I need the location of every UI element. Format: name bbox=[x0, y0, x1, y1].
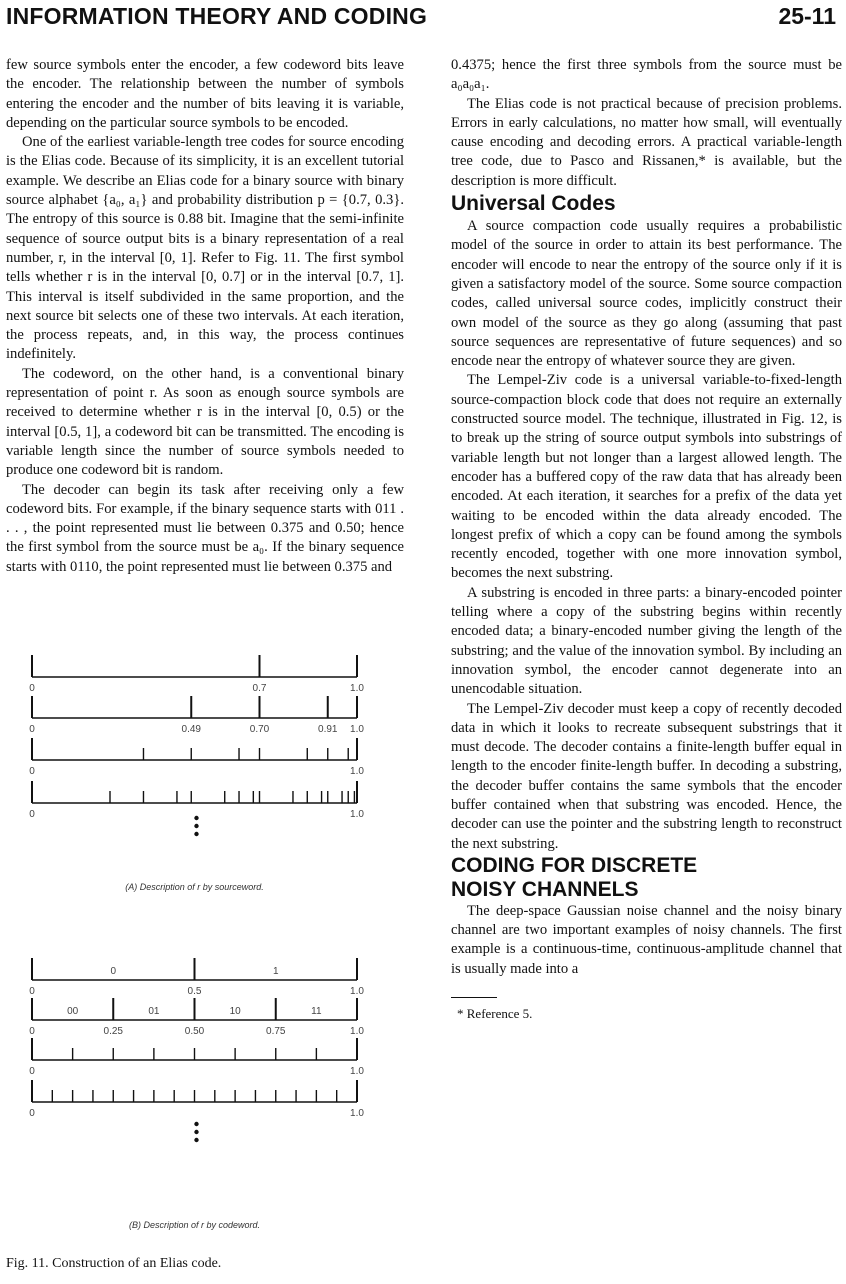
tick-label: 1.0 bbox=[350, 724, 364, 735]
page-number: 25-11 bbox=[778, 3, 836, 29]
paragraph: The Lempel-Ziv decoder must keep a copy of recently decoded data in which it looks to recreate subsequent substrings that it must decode. The decoder contains a finite-length buffer equal in length to the encoder finite-length buffer. In decoding a substring, the decoder buffer contains the same symbols that the encoder buffer contained when that substring was encoded. Hence, the decoder can use the pointer and the substring length to reconstruct the next substring. bbox=[451, 700, 842, 852]
tick-label: 0.70 bbox=[249, 724, 270, 735]
region-label: 0 bbox=[110, 966, 117, 977]
tick-label: 1.0 bbox=[350, 809, 364, 820]
tick-label: 0 bbox=[29, 986, 35, 997]
tick-label: 1.0 bbox=[350, 986, 364, 997]
paragraph: The Elias code is not practical because of precision problems. Errors in early calculations, no matter how small, will eventually cause encoding and decoding errors. A practical variable-length tree code, due to Pasco and Rissanen,* is available, but the description is more difficult. bbox=[451, 95, 842, 189]
paragraph: The codeword, on the other hand, is a conventional binary representation of point r. As soon as enough source symbols are received to determine whether r is in the interval [0, 0.5) or the interval [0.5, 1], a codeword bit can be transmitted. The encoding is variable length since the number of source symbols needed to produce one codeword bit is random. bbox=[6, 365, 404, 479]
paragraph: The Lempel-Ziv code is a universal variable-to-fixed-length source-compaction block code that does not require an externally constructed source model. The technique, illustrated in Fig. 12, is to break up the string of source output symbols into substrings of variable length but not longer than a largest allowed length. The encoder has a buffered copy of the raw data that has already been encoded. At each iteration, it searches for a prefix of the data yet waiting to be encoded within the data already encoded. The longest prefix of which a copy can be found among the symbols recently encoded, together with one more innovation symbol, becomes the next substring. bbox=[451, 372, 842, 582]
tick-label: 0.25 bbox=[103, 1026, 123, 1037]
tick-label: 0 bbox=[29, 1066, 35, 1077]
section-heading-discrete-noisy-channels bbox=[451, 854, 842, 902]
tick-label: 1.0 bbox=[350, 1066, 364, 1077]
footnote: * Reference 5. bbox=[457, 1006, 533, 1022]
tick-label: 0.50 bbox=[184, 1026, 205, 1037]
tick-label: 0.5 bbox=[187, 986, 202, 997]
tick-label: 0.91 bbox=[318, 724, 338, 735]
paragraph: One of the earliest variable-length tree codes for source encoding is the Elias code. Because of its simplicity, it is an excellent tutorial example. We describe an Elias code for a binary source with binary source alphabet {a₀, a₁} and probability distribution p = {0.7, 0.3}. The entropy of this source is 0.88 bit. Imagine that the semi-infinite sequence of source output bits is a binary representation of a real number, r, in the interval [0, 1]. Refer to Fig. 11. The first symbol tells whether r is in the interval [0, 0.7] or in the interval [0.7, 1]. This interval is itself subdivided in the same proportion, and the next source bit selects one of these two intervals. At each iteration, the process repeats, and, in this way, the process continues indefinitely. bbox=[6, 134, 404, 363]
tick-label: 1.0 bbox=[350, 683, 364, 694]
footnote-rule bbox=[451, 997, 497, 998]
elias-code-diagram bbox=[0, 650, 440, 1250]
tick-label: 0 bbox=[29, 1026, 35, 1037]
running-title: INFORMATION THEORY AND CODING bbox=[6, 3, 428, 29]
page-header bbox=[6, 3, 836, 35]
ellipsis-dot bbox=[194, 824, 198, 828]
region-label: 00 bbox=[67, 1006, 79, 1017]
tick-label: 0 bbox=[29, 724, 35, 735]
sub-caption: (B) Description of r by codeword. bbox=[128, 1220, 261, 1230]
heading-line: NOISY CHANNELS bbox=[451, 877, 639, 901]
region-label: 01 bbox=[148, 1006, 160, 1017]
tick-label: 0 bbox=[29, 766, 35, 777]
heading-line: CODING FOR DISCRETE bbox=[451, 853, 698, 877]
paragraph: 0.4375; hence the first three symbols from the source must be a₀a₀a₁. bbox=[451, 57, 842, 93]
figure-caption: Fig. 11. Construction of an Elias code. bbox=[6, 1256, 222, 1271]
tick-label: 1.0 bbox=[350, 766, 364, 777]
tick-label: 0 bbox=[29, 683, 35, 694]
left-column bbox=[6, 56, 404, 577]
paragraph: A substring is encoded in three parts: a binary-encoded pointer telling where a copy of the substring begins within recently encoded data; a binary-encoded number giving the length of the substring; and the value of the innovation symbol. By including an innovation symbol, the encoder cannot degenerate into an unencodable situation. bbox=[451, 584, 842, 698]
right-column bbox=[451, 56, 842, 1023]
ellipsis-dot bbox=[194, 816, 198, 820]
ellipsis-dot bbox=[194, 832, 198, 836]
tick-label: 0.75 bbox=[266, 1026, 286, 1037]
ellipsis-dot bbox=[194, 1138, 198, 1142]
tick-label: 0 bbox=[29, 809, 35, 820]
paragraph: The decoder can begin its task after receiving only a few codeword bits. For example, if the binary sequence starts with 011 . . . , the point represented must lie between 0.375 and 0.50; hence the first symbol from the source must be a₀. If the binary sequence starts with 0110, the point represented must lie between 0.375 and bbox=[6, 481, 404, 575]
tick-label: 1.0 bbox=[350, 1108, 364, 1119]
region-label: 1 bbox=[272, 966, 279, 977]
sub-caption: (A) Description of r by sourceword. bbox=[125, 882, 264, 892]
ellipsis-dot bbox=[194, 1122, 198, 1126]
region-label: 10 bbox=[229, 1006, 241, 1017]
section-heading-universal-codes: Universal Codes bbox=[451, 192, 616, 216]
tick-label: 0 bbox=[29, 1108, 35, 1119]
paragraph: few source symbols enter the encoder, a few codeword bits leave the encoder. The relationship between the number of symbols entering the encoder and the number of bits leaving it is variable, depending on the particular source symbols to be encoded. bbox=[6, 57, 404, 131]
region-label: 11 bbox=[311, 1006, 322, 1017]
paragraph: The deep-space Gaussian noise channel and the noisy binary channel are two important examples of noisy channels. The first example is a continuous-time, continuous-amplitude channel that is usually made into a bbox=[451, 902, 842, 977]
ellipsis-dot bbox=[194, 1130, 198, 1134]
tick-label: 0.49 bbox=[181, 724, 201, 735]
paragraph: A source compaction code usually requires a probabilistic model of the source in order to attain its best performance. The encoder will encode to near the entropy of the source only if it is given a satisfactory model of the source. Some source compaction codes, called universal source codes, implicitly construct their own model of the source as they go along (assuming that past source sequences are representative of future sequences) and so encode near the entropy of whatever source they are given. bbox=[451, 218, 842, 370]
figure-11 bbox=[0, 650, 440, 1230]
tick-label: 1.0 bbox=[350, 1026, 364, 1037]
tick-label: 0.7 bbox=[252, 683, 267, 694]
